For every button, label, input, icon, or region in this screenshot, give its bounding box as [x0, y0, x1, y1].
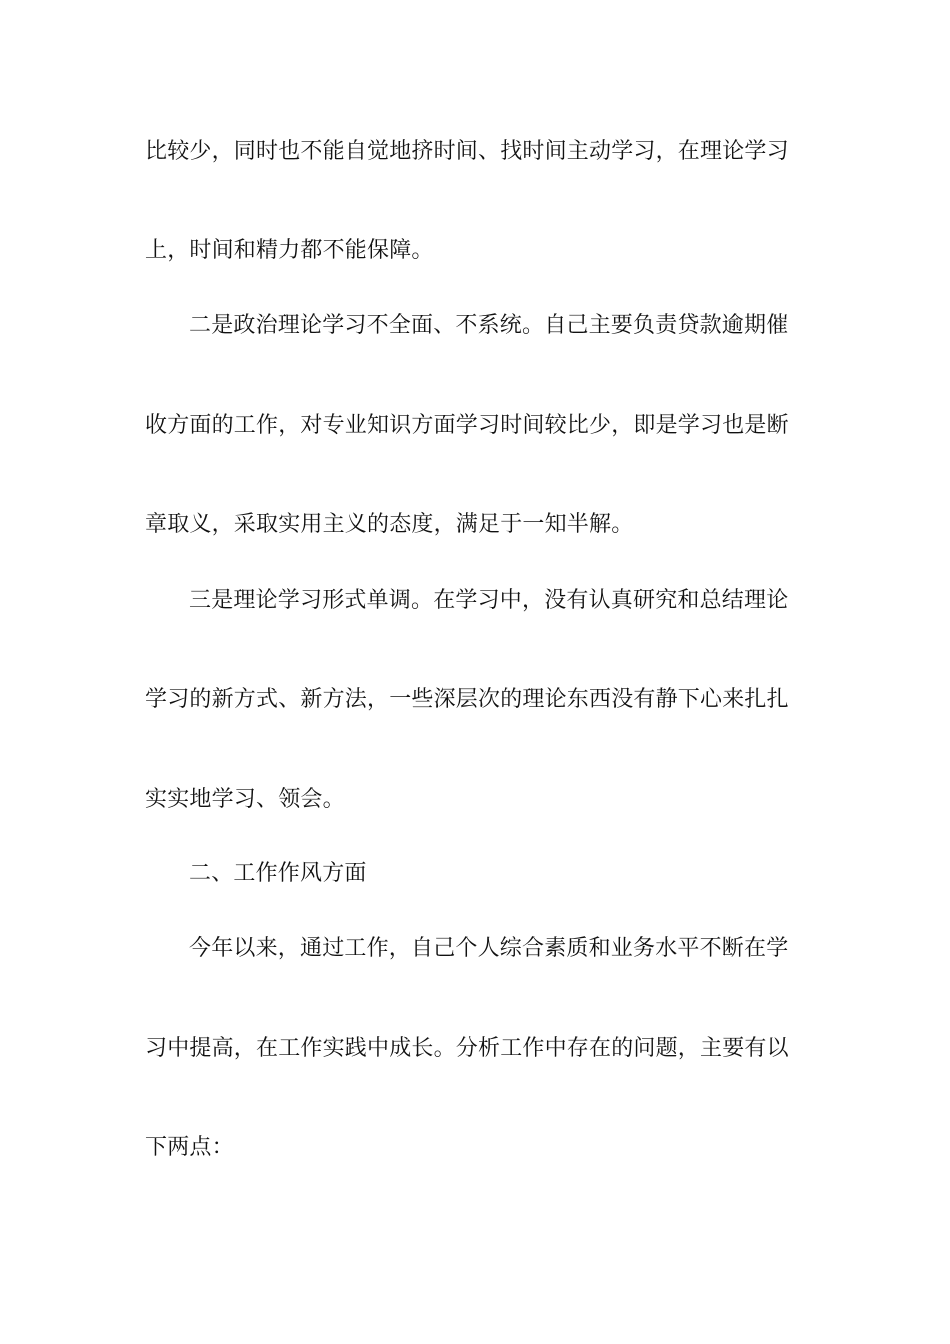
text-line: 实实地学习、领会。	[145, 787, 345, 812]
text-line: 上，时间和精力都不能保障。	[145, 238, 434, 263]
text-line: 习中提高，在工作实践中成长。分析工作中存在的问题，主要有以	[145, 1036, 789, 1061]
text-line: 比较少，同时也不能自觉地挤时间、找时间主动学习，在理论学习	[145, 139, 789, 164]
paragraph-start-line: 二是政治理论学习不全面、不系统。自己主要负责贷款逾期催	[189, 313, 789, 338]
text-line: 学习的新方式、新方法，一些深层次的理论东西没有静下心来扎扎	[145, 687, 789, 712]
paragraph-start-line: 三是理论学习形式单调。在学习中，没有认真研究和总结理论	[189, 588, 789, 613]
text-line: 章取义，采取实用主义的态度，满足于一知半解。	[145, 512, 634, 537]
section-heading: 二、工作作风方面	[189, 861, 367, 886]
paragraph-start-line: 今年以来，通过工作，自己个人综合素质和业务水平不断在学	[189, 936, 789, 961]
text-line: 收方面的工作，对专业知识方面学习时间较比少，即是学习也是断	[145, 413, 789, 438]
text-line: 下两点：	[145, 1135, 234, 1160]
